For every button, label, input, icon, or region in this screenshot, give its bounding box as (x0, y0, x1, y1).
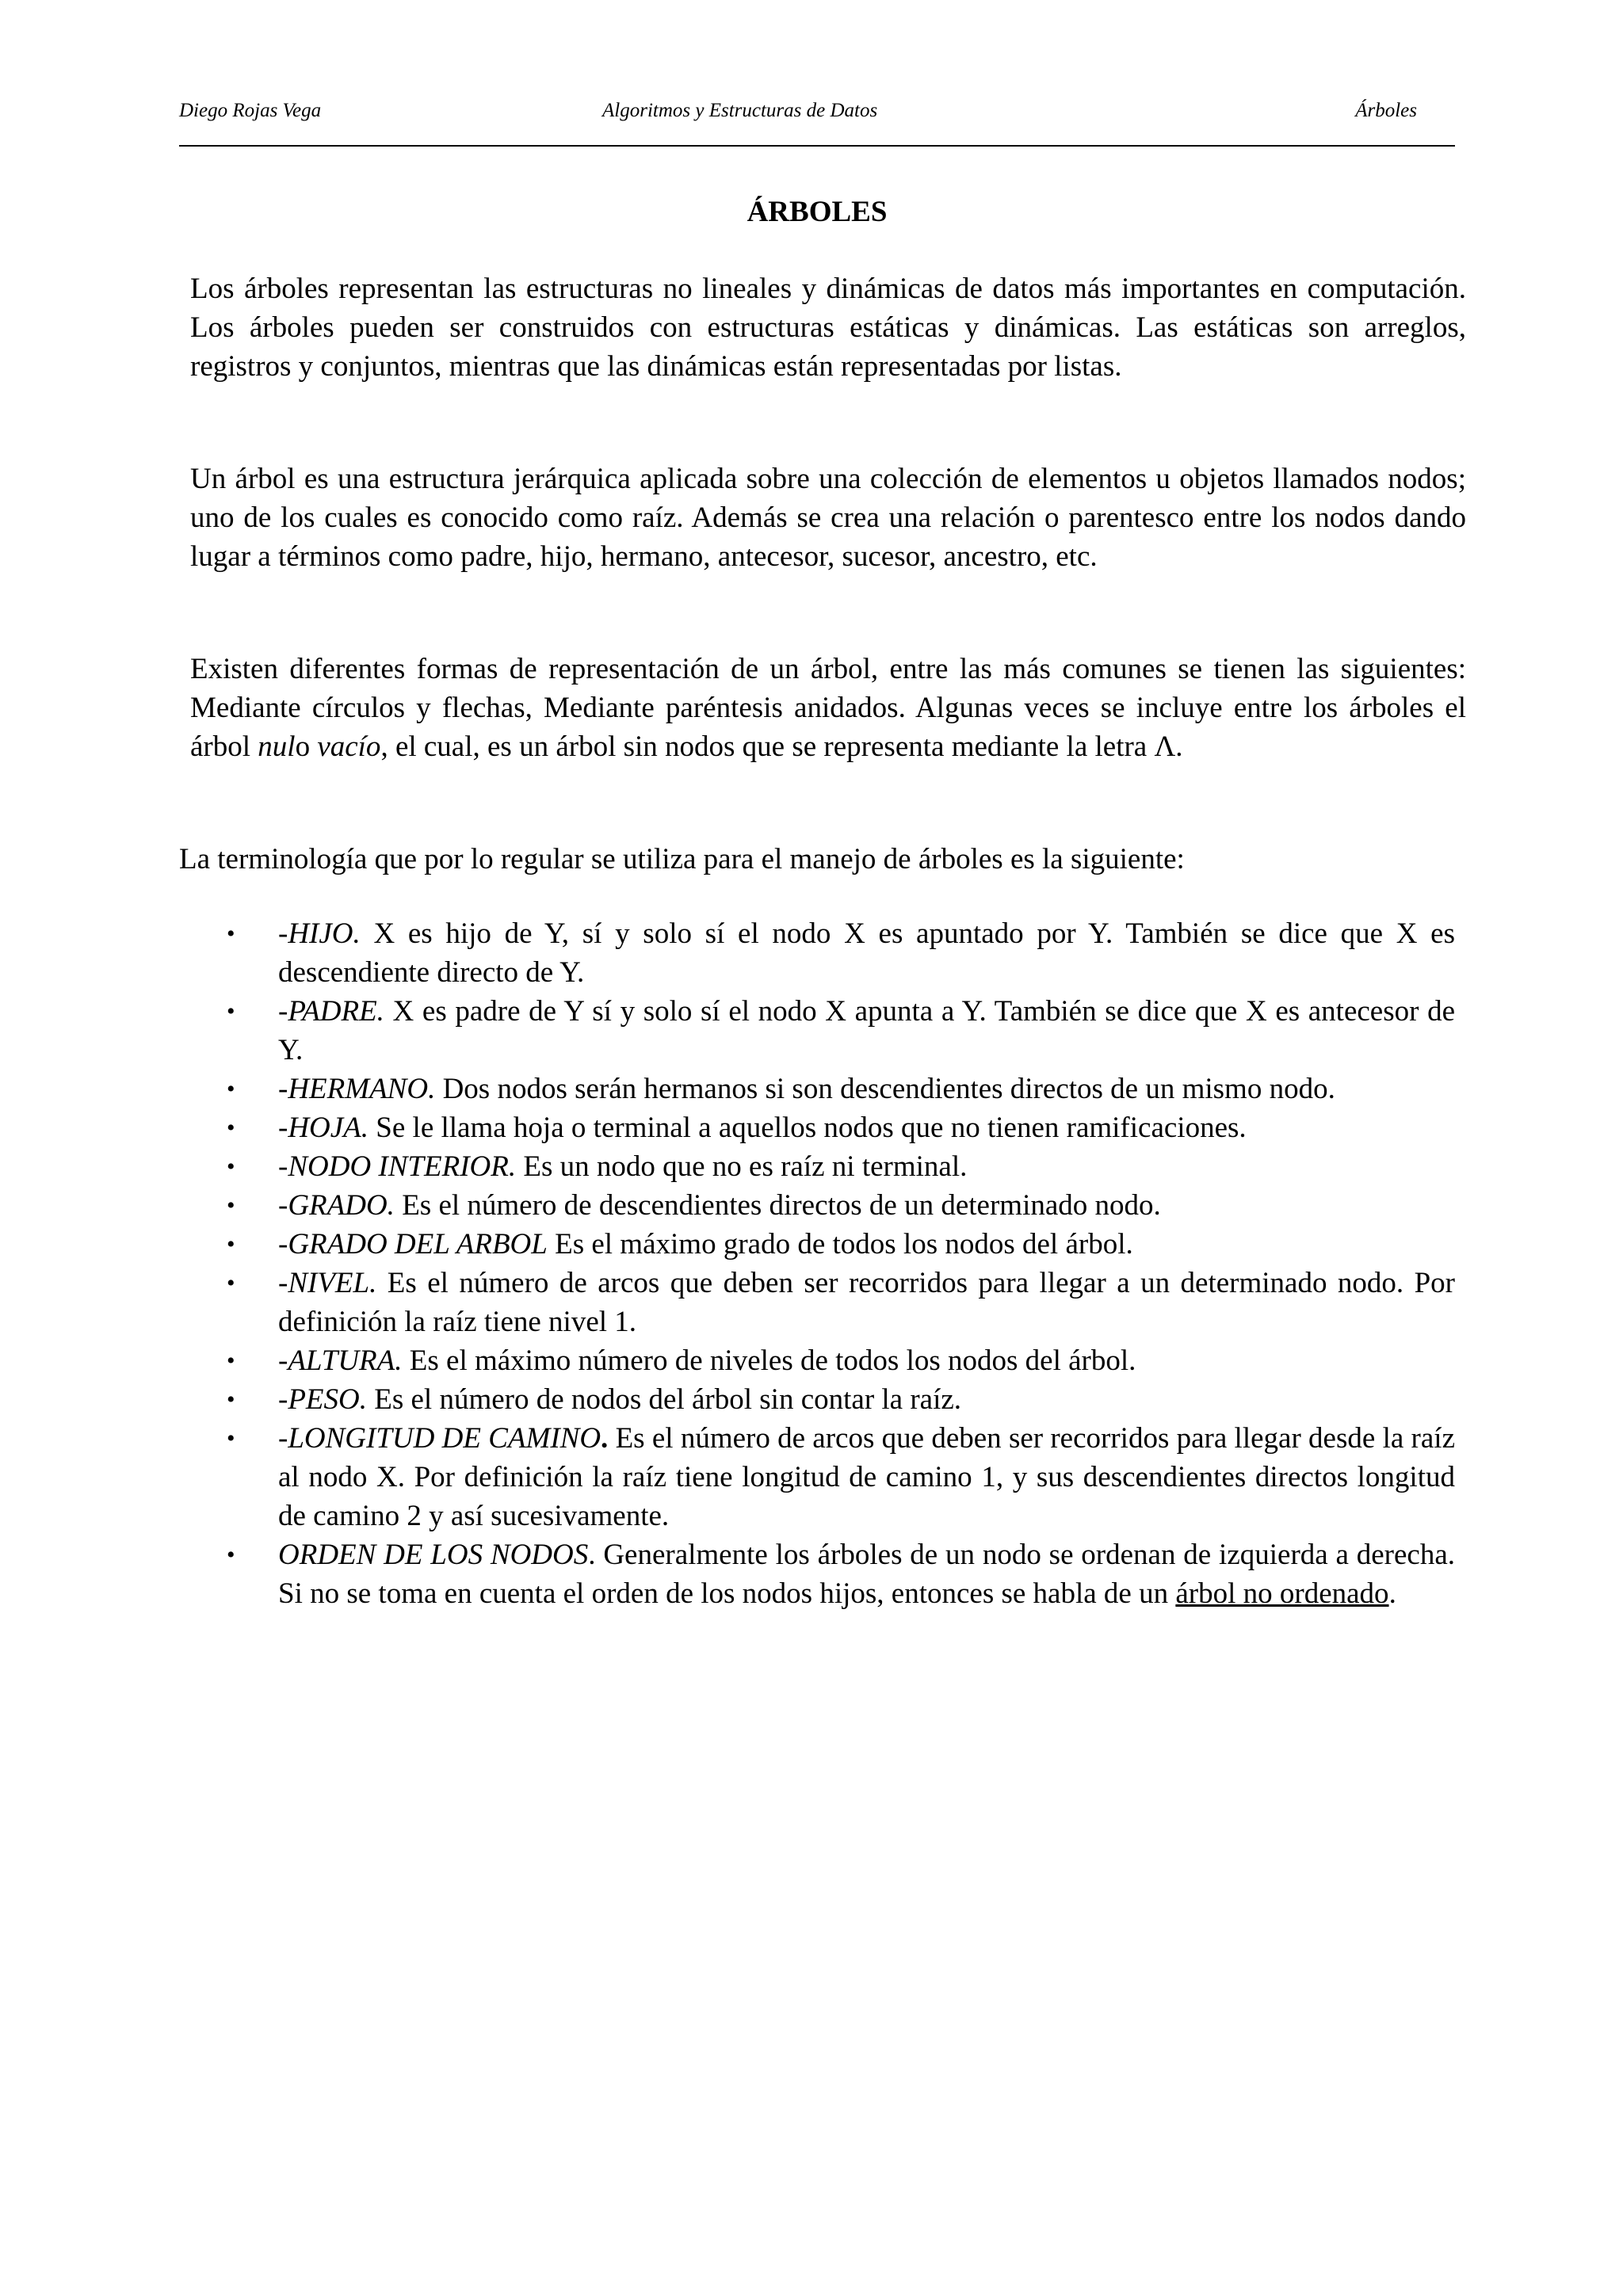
bullet-icon: • (227, 1542, 235, 1568)
bullet-icon: • (227, 1348, 235, 1374)
term-description: Es el número de nodos del árbol sin contar la raíz. (367, 1383, 962, 1416)
term-label: -HERMANO. (278, 1073, 436, 1105)
term-description: X es hijo de Y, sí y solo sí el nodo X es apuntado por Y. También se dice que X es descendiente directo de Y. (278, 917, 1455, 989)
term-label: -LONGITUD DE CAMINO (278, 1422, 601, 1455)
bullet-icon: • (227, 1270, 235, 1296)
terminology-list (179, 914, 1455, 1613)
list-item (179, 1535, 1455, 1613)
list-item (179, 1070, 1455, 1108)
page-title: ÁRBOLES (747, 196, 888, 228)
term-description: Es el número de descendientes directos de un determinado nodo. (394, 1189, 1161, 1222)
term-label: ORDEN DE LOS NODOS (278, 1539, 589, 1571)
list-item (179, 992, 1455, 1070)
page-header (179, 95, 1455, 127)
bullet-icon: • (227, 1115, 235, 1141)
term-description: X es padre de Y sí y solo sí el nodo X apunta a Y. También se dice que X es antecesor de Y. (278, 995, 1455, 1066)
p3-nul: nul (258, 730, 296, 763)
list-item (179, 1341, 1455, 1380)
term-label: -HOJA. (278, 1112, 369, 1144)
term-label: -HIJO. (278, 917, 361, 950)
term-label: -ALTURA. (278, 1344, 403, 1377)
header-author: Diego Rojas Vega (179, 100, 322, 121)
bullet-icon: • (227, 1076, 235, 1102)
header-chapter: Árboles (1355, 100, 1417, 121)
list-item (179, 1419, 1455, 1535)
bullet-icon: • (227, 1192, 235, 1219)
paragraph-representation (179, 650, 1466, 766)
term-label: -PADRE. (278, 995, 384, 1028)
list-item (179, 1380, 1455, 1419)
list-item (179, 1147, 1455, 1186)
bullet-icon: • (227, 998, 235, 1024)
term-label: -PESO. (278, 1383, 367, 1416)
term-label: -GRADO DEL ARBOL (278, 1228, 548, 1261)
term-description: Se le llama hoja o terminal a aquellos nodos que no tienen ramificaciones. (369, 1112, 1247, 1144)
term-description: Es el número de arcos que deben ser recorridos para llegar desde la raíz al nodo X. Por definición la raíz tiene longitud de camino 1, y sus descendientes directos longitud de camino 2 y así sucesivamente. (278, 1422, 1455, 1532)
p3-before: Existen diferentes formas de representación de un árbol, entre las más comunes se tienen las siguientes: Mediante círculos y flechas, Mediante paréntesis anidados. Algunas veces se incluye entre los árboles el árbol (190, 653, 1466, 763)
bullet-icon: • (227, 1154, 235, 1180)
term-label: -NODO INTERIOR. (278, 1150, 517, 1183)
term-description: . Generalmente los árboles de un nodo se ordenan de izquierda a derecha. Si no se toma en cuenta el orden de los nodos hijos, entonces se habla de un (278, 1539, 1456, 1610)
term-label: -NIVEL. (278, 1267, 377, 1299)
term-description: Es un nodo que no es raíz ni terminal. (516, 1150, 968, 1183)
bullet-icon: • (227, 1231, 235, 1257)
term-description: Es el máximo grado de todos los nodos del árbol. (547, 1228, 1133, 1261)
list-item (179, 1264, 1455, 1341)
bullet-icon: • (227, 1386, 235, 1413)
paragraph-terminology: La terminología que por lo regular se utiliza para el manejo de árboles es la siguiente: (179, 843, 1185, 875)
p3-after: , el cual, es un árbol sin nodos que se representa mediante la letra Λ. (380, 730, 1183, 763)
list-item (179, 914, 1455, 992)
paragraph-definition: Un árbol es una estructura jerárquica aplicada sobre una colección de elementos u objetos llamados nodos; uno de los cuales es conocido como raíz. Además se crea una relación o parentesco entre los nodos dando lugar a términos como padre, hijo, hermano, antecesor, sucesor, ancestro, etc. (190, 463, 1466, 573)
bullet-icon: • (227, 1425, 235, 1451)
paragraph-intro: Los árboles representan las estructuras no lineales y dinámicas de datos más importantes en computación. Los árboles pueden ser construidos con estructuras estáticas y dinámicas. Las estáticas son arreglos, registros y conjuntos, mientras que las dinámicas están representadas por listas. (190, 273, 1466, 383)
term-bold-period: . (601, 1422, 609, 1455)
list-item (179, 1186, 1455, 1225)
term-description: Dos nodos serán hermanos si son descendientes directos de un mismo nodo. (435, 1073, 1335, 1105)
p3-o: o (295, 730, 318, 763)
p3-vacio: vacío (317, 730, 381, 763)
term-end: . (1388, 1577, 1396, 1610)
term-underlined: árbol no ordenado (1175, 1577, 1389, 1610)
bullet-icon: • (227, 921, 235, 947)
term-description: Es el máximo número de niveles de todos los nodos del árbol. (402, 1344, 1136, 1377)
header-divider (179, 145, 1455, 147)
list-item (179, 1108, 1455, 1147)
term-label: -GRADO. (278, 1189, 395, 1222)
term-description: Es el número de arcos que deben ser recorridos para llegar a un determinado nodo. Por definición la raíz tiene nivel 1. (278, 1267, 1455, 1338)
list-item (179, 1225, 1455, 1264)
header-course: Algoritmos y Estructuras de Datos (602, 100, 878, 121)
